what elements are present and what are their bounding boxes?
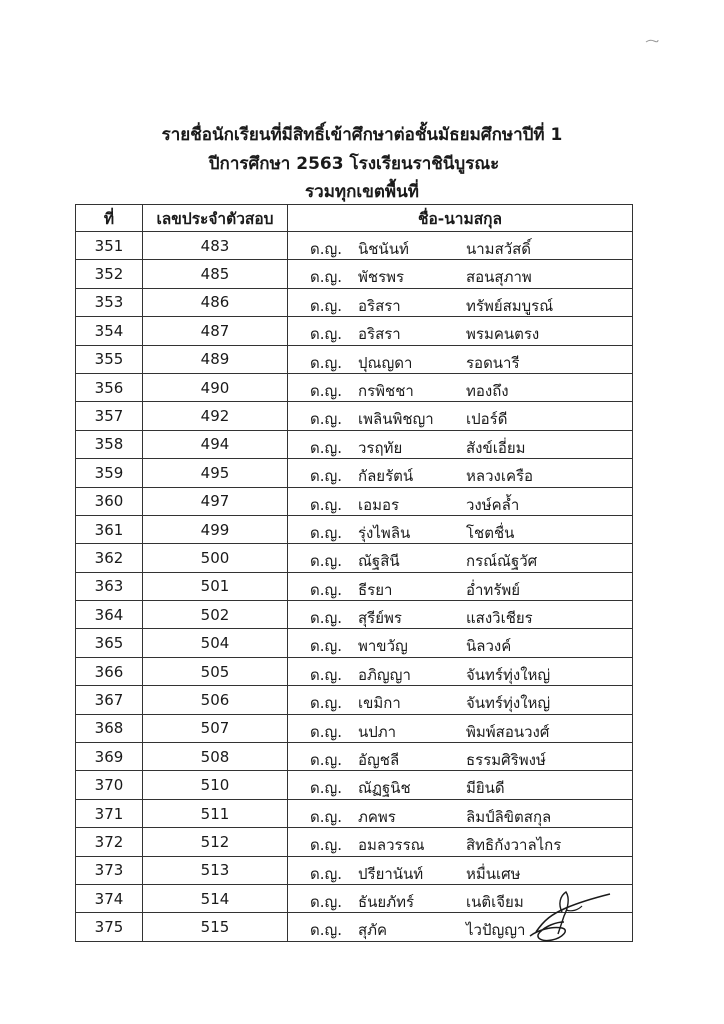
document-subtitle: ปีการศึกษา 2563 โรงเรียนราชินีบูรณะ bbox=[208, 154, 500, 174]
cell-no: 353 bbox=[76, 288, 143, 316]
last-name: ลิมป์ลิขิตสกุล bbox=[466, 807, 552, 826]
cell-no: 367 bbox=[76, 686, 143, 714]
first-name: ธันยภัทร์ bbox=[358, 892, 415, 911]
table-row bbox=[76, 714, 633, 742]
last-name: สิทธิกังวาลไกร bbox=[466, 836, 562, 855]
cell-full-name bbox=[288, 657, 633, 685]
first-name: อภิญญา bbox=[358, 665, 411, 684]
last-name: ทรัพย์สมบูรณ์ bbox=[466, 296, 554, 315]
cell-exam-id: 511 bbox=[143, 799, 288, 827]
cell-exam-id: 506 bbox=[143, 686, 288, 714]
table-row bbox=[76, 601, 633, 629]
last-name: ไวปัญญา bbox=[466, 921, 526, 940]
cell-full-name bbox=[288, 771, 633, 799]
column-header-no: ที่ bbox=[76, 205, 143, 232]
first-name: อริสรา bbox=[358, 296, 401, 315]
column-header-name: ชื่อ-นามสกุล bbox=[288, 205, 633, 232]
cell-exam-id: 505 bbox=[143, 657, 288, 685]
cell-exam-id: 501 bbox=[143, 572, 288, 600]
cell-full-name bbox=[288, 373, 633, 401]
cell-full-name bbox=[288, 544, 633, 572]
cell-full-name bbox=[288, 232, 633, 260]
cell-exam-id: 494 bbox=[143, 430, 288, 458]
last-name: นิลวงค์ bbox=[466, 637, 512, 656]
document-scope: รวมทุกเขตพื้นที่ bbox=[305, 182, 419, 202]
first-name: พาขวัญ bbox=[358, 637, 408, 656]
table-row bbox=[76, 317, 633, 345]
table-row bbox=[76, 487, 633, 515]
cell-full-name bbox=[288, 856, 633, 884]
first-name: เขมิกา bbox=[358, 694, 401, 713]
first-name: ธีรยา bbox=[358, 580, 393, 599]
cell-exam-id: 489 bbox=[143, 345, 288, 373]
cell-exam-id: 513 bbox=[143, 856, 288, 884]
cell-exam-id: 497 bbox=[143, 487, 288, 515]
first-name: ปุณญดา bbox=[358, 353, 413, 372]
name-prefix: ด.ญ. bbox=[310, 580, 343, 599]
name-prefix: ด.ญ. bbox=[310, 467, 343, 486]
table-row bbox=[76, 828, 633, 856]
handwritten-signature bbox=[522, 886, 614, 944]
cell-exam-id: 514 bbox=[143, 884, 288, 912]
cell-no: 375 bbox=[76, 913, 143, 941]
first-name: กัลยรัตน์ bbox=[358, 467, 414, 486]
cell-full-name bbox=[288, 629, 633, 657]
cell-no: 361 bbox=[76, 515, 143, 543]
name-prefix: ด.ญ. bbox=[310, 609, 343, 628]
cell-full-name bbox=[288, 345, 633, 373]
last-name: โชตชื่น bbox=[466, 523, 515, 542]
name-prefix: ด.ญ. bbox=[310, 921, 343, 940]
first-name: เพลินพิชญา bbox=[358, 410, 434, 429]
last-name: สังข์เอี่ยม bbox=[466, 438, 526, 457]
cell-full-name bbox=[288, 288, 633, 316]
name-prefix: ด.ญ. bbox=[310, 438, 343, 457]
cell-no: 358 bbox=[76, 430, 143, 458]
name-prefix: ด.ญ. bbox=[310, 665, 343, 684]
first-name: ภคพร bbox=[358, 807, 396, 826]
last-name: หลวงเครือ bbox=[466, 467, 534, 486]
name-prefix: ด.ญ. bbox=[310, 836, 343, 855]
cell-exam-id: 500 bbox=[143, 544, 288, 572]
cell-no: 373 bbox=[76, 856, 143, 884]
table-row bbox=[76, 402, 633, 430]
cell-full-name bbox=[288, 828, 633, 856]
first-name: อริสรา bbox=[358, 325, 401, 344]
cell-exam-id: 487 bbox=[143, 317, 288, 345]
first-name: อมลวรรณ bbox=[358, 836, 425, 855]
cell-full-name bbox=[288, 260, 633, 288]
first-name: ณัฐสินี bbox=[358, 552, 400, 571]
table-row bbox=[76, 345, 633, 373]
cell-no: 370 bbox=[76, 771, 143, 799]
first-name: อัญชลี bbox=[358, 751, 400, 770]
name-prefix: ด.ญ. bbox=[310, 751, 343, 770]
cell-exam-id: 502 bbox=[143, 601, 288, 629]
cell-no: 365 bbox=[76, 629, 143, 657]
table-row bbox=[76, 572, 633, 600]
name-prefix: ด.ญ. bbox=[310, 694, 343, 713]
cell-full-name bbox=[288, 317, 633, 345]
cell-exam-id: 507 bbox=[143, 714, 288, 742]
first-name: นปภา bbox=[358, 722, 397, 741]
cell-exam-id: 492 bbox=[143, 402, 288, 430]
cell-no: 369 bbox=[76, 743, 143, 771]
table-row bbox=[76, 629, 633, 657]
student-roster-table bbox=[75, 204, 633, 942]
name-prefix: ด.ญ. bbox=[310, 637, 343, 656]
last-name: เปอร์ดี bbox=[466, 410, 508, 429]
cell-full-name bbox=[288, 686, 633, 714]
cell-full-name bbox=[288, 459, 633, 487]
first-name: เอมอร bbox=[358, 495, 400, 514]
last-name: แสงวิเชียร bbox=[466, 609, 533, 628]
last-name: เนติเจียม bbox=[466, 892, 524, 911]
first-name: ปรียานันท์ bbox=[358, 864, 424, 883]
first-name: นิชนันท์ bbox=[358, 240, 409, 258]
name-prefix: ด.ญ. bbox=[310, 410, 343, 429]
table-row bbox=[76, 260, 633, 288]
cell-no: 372 bbox=[76, 828, 143, 856]
cell-exam-id: 495 bbox=[143, 459, 288, 487]
last-name: นามสวัสดิ์ bbox=[466, 240, 532, 258]
last-name: ทองถึง bbox=[466, 381, 509, 400]
cell-no: 355 bbox=[76, 345, 143, 373]
name-prefix: ด.ญ. bbox=[310, 807, 343, 826]
name-prefix: ด.ญ. bbox=[310, 325, 343, 344]
cell-full-name bbox=[288, 799, 633, 827]
cell-no: 371 bbox=[76, 799, 143, 827]
cell-exam-id: 508 bbox=[143, 743, 288, 771]
cell-full-name bbox=[288, 714, 633, 742]
cell-exam-id: 504 bbox=[143, 629, 288, 657]
name-prefix: ด.ญ. bbox=[310, 381, 343, 400]
table-row bbox=[76, 430, 633, 458]
last-name: วงษ์คล้ำ bbox=[466, 495, 520, 514]
cell-full-name bbox=[288, 515, 633, 543]
table-row bbox=[76, 288, 633, 316]
cell-full-name bbox=[288, 487, 633, 515]
table-row bbox=[76, 686, 633, 714]
name-prefix: ด.ญ. bbox=[310, 240, 343, 258]
column-header-exam-id: เลขประจำตัวสอบ bbox=[143, 205, 288, 232]
table-row bbox=[76, 459, 633, 487]
last-name: พิมพ์สอนวงศ์ bbox=[466, 722, 550, 741]
cell-no: 363 bbox=[76, 572, 143, 600]
cell-exam-id: 486 bbox=[143, 288, 288, 316]
cell-exam-id: 512 bbox=[143, 828, 288, 856]
cell-full-name bbox=[288, 402, 633, 430]
cell-exam-id: 499 bbox=[143, 515, 288, 543]
last-name: ธรรมศิริพงษ์ bbox=[466, 751, 546, 770]
table-row bbox=[76, 515, 633, 543]
last-name: มียินดี bbox=[466, 779, 505, 798]
name-prefix: ด.ญ. bbox=[310, 268, 343, 287]
cell-no: 351 bbox=[76, 232, 143, 260]
cell-no: 362 bbox=[76, 544, 143, 572]
first-name: สุภัค bbox=[358, 921, 388, 940]
table-row bbox=[76, 743, 633, 771]
first-name: พัชรพร bbox=[358, 268, 405, 287]
cell-exam-id: 510 bbox=[143, 771, 288, 799]
cell-no: 368 bbox=[76, 714, 143, 742]
cell-no: 364 bbox=[76, 601, 143, 629]
cell-no: 352 bbox=[76, 260, 143, 288]
cell-no: 354 bbox=[76, 317, 143, 345]
cell-full-name bbox=[288, 601, 633, 629]
last-name: พรมคนตรง bbox=[466, 325, 540, 344]
name-prefix: ด.ญ. bbox=[310, 523, 343, 542]
cell-full-name bbox=[288, 430, 633, 458]
first-name: ณัฏฐนิช bbox=[358, 779, 411, 798]
name-prefix: ด.ญ. bbox=[310, 892, 343, 911]
table-header-row bbox=[76, 205, 633, 232]
cell-no: 356 bbox=[76, 373, 143, 401]
table-row bbox=[76, 373, 633, 401]
last-name: จันทร์ทุ่งใหญ่ bbox=[466, 694, 551, 713]
cell-full-name bbox=[288, 572, 633, 600]
first-name: วรฤทัย bbox=[358, 438, 403, 457]
last-name: สอนสุภาพ bbox=[466, 268, 532, 287]
last-name: รอดนารี bbox=[466, 353, 520, 372]
cell-full-name bbox=[288, 743, 633, 771]
table-row bbox=[76, 544, 633, 572]
table-row bbox=[76, 799, 633, 827]
cell-no: 359 bbox=[76, 459, 143, 487]
cell-no: 357 bbox=[76, 402, 143, 430]
cell-exam-id: 515 bbox=[143, 913, 288, 941]
first-name: กรพิชชา bbox=[358, 381, 414, 400]
cell-no: 366 bbox=[76, 657, 143, 685]
document-title: รายชื่อนักเรียนที่มีสิทธิ์เข้าศึกษาต่อชั้นมัธยมศึกษาปีที่ 1 bbox=[161, 125, 563, 145]
name-prefix: ด.ญ. bbox=[310, 353, 343, 372]
name-prefix: ด.ญ. bbox=[310, 779, 343, 798]
table-row bbox=[76, 657, 633, 685]
first-name: รุ่งไพลิน bbox=[358, 523, 411, 542]
name-prefix: ด.ญ. bbox=[310, 722, 343, 741]
last-name: กรณ์ณัฐวัศ bbox=[466, 552, 538, 571]
name-prefix: ด.ญ. bbox=[310, 296, 343, 315]
last-name: หมื่นเศษ bbox=[466, 864, 521, 883]
last-name: จันทร์ทุ่งใหญ่ bbox=[466, 665, 551, 684]
table-row bbox=[76, 232, 633, 260]
table-row bbox=[76, 771, 633, 799]
cell-exam-id: 490 bbox=[143, 373, 288, 401]
table-row bbox=[76, 856, 633, 884]
name-prefix: ด.ญ. bbox=[310, 864, 343, 883]
scan-speck bbox=[645, 38, 659, 44]
table-body bbox=[76, 232, 633, 942]
last-name: อ่ำทรัพย์ bbox=[466, 580, 521, 599]
cell-no: 374 bbox=[76, 884, 143, 912]
name-prefix: ด.ญ. bbox=[310, 552, 343, 571]
first-name: สุรีย์พร bbox=[358, 609, 402, 628]
cell-exam-id: 483 bbox=[143, 232, 288, 260]
cell-no: 360 bbox=[76, 487, 143, 515]
name-prefix: ด.ญ. bbox=[310, 495, 343, 514]
cell-exam-id: 485 bbox=[143, 260, 288, 288]
